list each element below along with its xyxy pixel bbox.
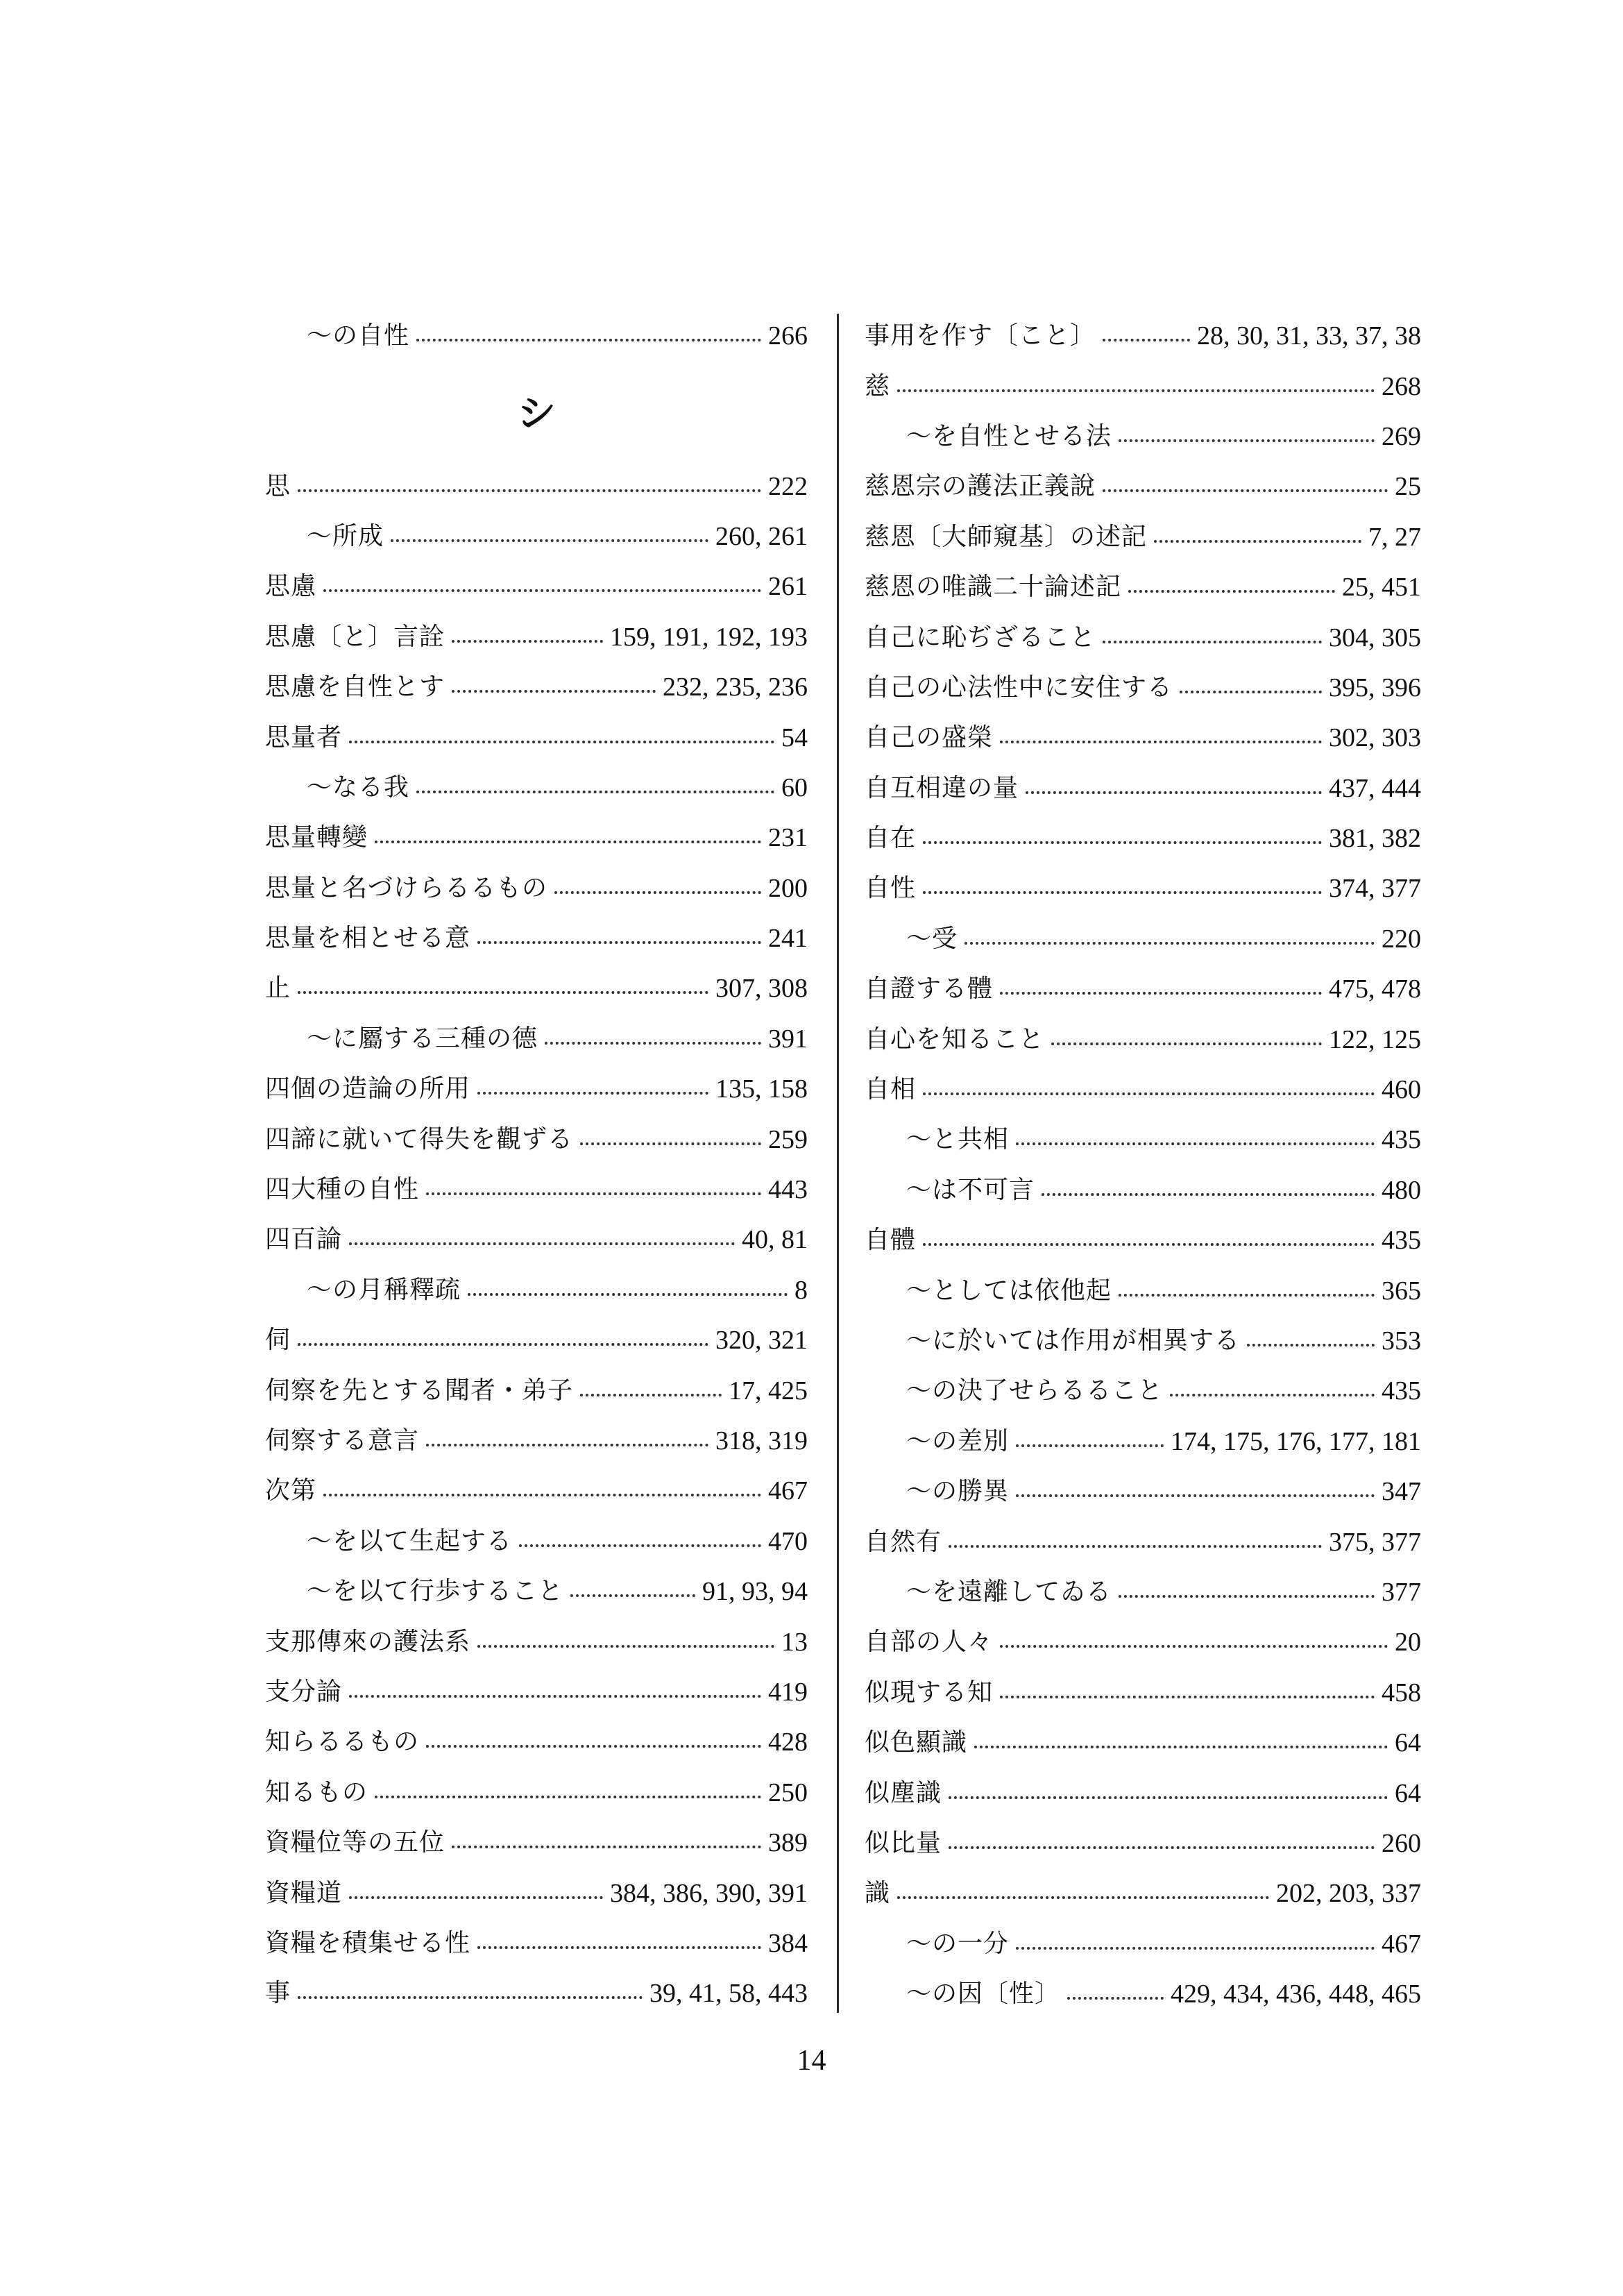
index-entry (865, 1668, 1421, 1718)
leader-dots (1103, 325, 1190, 341)
index-entry (265, 662, 808, 712)
index-term: 似色顯識 (865, 1728, 968, 1757)
index-term: 資糧道 (265, 1878, 343, 1907)
index-entry (865, 1868, 1421, 1918)
index-entry (865, 1014, 1421, 1064)
index-entry (265, 562, 808, 611)
leader-dots (452, 626, 603, 643)
leader-dots (897, 1882, 1269, 1899)
index-pages: 381, 382 (1329, 824, 1421, 854)
leader-dots (298, 475, 761, 492)
index-entry (865, 964, 1421, 1014)
index-entry (265, 1114, 808, 1164)
index-pages: 222 (768, 471, 808, 501)
leader-dots (519, 1530, 761, 1547)
leader-dots (416, 325, 761, 341)
index-entry (865, 1165, 1421, 1215)
index-pages: 374, 377 (1329, 874, 1421, 904)
index-term: 〜の月稱釋疏 (307, 1275, 461, 1304)
index-term: 自己の心法性中に安住する (865, 673, 1173, 702)
index-pages: 475, 478 (1329, 974, 1421, 1004)
leader-dots (949, 1832, 1375, 1849)
leader-dots (1000, 1682, 1375, 1698)
index-term: 〜に屬する三種の德 (307, 1024, 538, 1053)
index-entry (265, 1968, 808, 2018)
index-term: 支那傳來の護法系 (265, 1627, 471, 1656)
leader-dots (1051, 1029, 1322, 1045)
index-entry (265, 913, 808, 963)
leader-dots (349, 1681, 761, 1698)
index-pages: 174, 175, 176, 177, 181 (1171, 1426, 1421, 1456)
index-term: 〜なる我 (307, 773, 410, 802)
index-term: 自己の盛榮 (865, 723, 994, 752)
leader-dots (1016, 1480, 1375, 1497)
index-term: 〜に於いては作用が相異する (906, 1326, 1241, 1355)
index-entry (265, 1868, 808, 1918)
index-entry (265, 1265, 808, 1315)
index-pages: 320, 321 (715, 1326, 808, 1356)
leader-dots (923, 827, 1322, 844)
index-pages: 202, 203, 337 (1276, 1879, 1421, 1909)
leader-dots (1180, 677, 1322, 693)
index-term: 似現する知 (865, 1678, 994, 1707)
index-term: 〜を以て行歩すること (307, 1577, 564, 1606)
index-entry (865, 412, 1421, 462)
index-pages: 269 (1382, 421, 1421, 451)
leader-dots (298, 1329, 708, 1346)
index-term: 伺 (265, 1326, 291, 1355)
index-term: 資糧位等の五位 (265, 1828, 445, 1857)
index-term: 伺察する意言 (265, 1426, 420, 1455)
index-pages: 91, 93, 94 (702, 1577, 808, 1607)
leader-dots (416, 777, 774, 793)
index-pages: 25, 451 (1342, 573, 1421, 602)
index-pages: 39, 41, 58, 443 (649, 1979, 808, 2009)
index-term: 自相 (865, 1075, 917, 1104)
index-term: 〜の決了せらるること (906, 1376, 1164, 1406)
index-entry (265, 612, 808, 662)
leader-dots (298, 1982, 643, 1999)
leader-dots (477, 1078, 708, 1095)
index-entry (865, 1366, 1421, 1416)
index-entry (265, 1014, 808, 1064)
index-pages: 28, 30, 31, 33, 37, 38 (1197, 321, 1421, 351)
leader-dots (1067, 1983, 1164, 2000)
leader-dots (949, 1531, 1322, 1548)
index-term: 自體 (865, 1226, 917, 1255)
index-term: 〜の自性 (307, 321, 410, 351)
index-entry (265, 1466, 808, 1516)
index-pages: 40, 81 (742, 1225, 808, 1255)
leader-dots (1119, 1581, 1375, 1598)
index-term: 慈恩宗の護法正義說 (865, 472, 1096, 501)
index-term: 自在 (865, 824, 917, 853)
index-entry (265, 1165, 808, 1215)
index-term: 似塵識 (865, 1778, 942, 1807)
index-pages: 460 (1382, 1075, 1421, 1105)
index-term: 慈恩〔大師窺基〕の述記 (865, 522, 1148, 551)
leader-dots (375, 827, 761, 843)
leader-dots (477, 927, 761, 944)
index-pages: 25 (1395, 472, 1421, 502)
index-entry (265, 863, 808, 913)
index-term: 思量を相とせる意 (265, 924, 471, 953)
index-term: 事 (265, 1979, 291, 2008)
index-term: 自互相違の量 (865, 773, 1019, 802)
index-pages: 470 (768, 1526, 808, 1556)
index-term: 〜所成 (307, 521, 384, 550)
index-entry (865, 1969, 1421, 2019)
index-term: 止 (265, 974, 291, 1003)
index-term: 自性 (865, 874, 917, 903)
index-term: 〜受 (906, 924, 958, 953)
index-pages: 200 (768, 873, 808, 903)
index-term: 自部の人々 (865, 1628, 994, 1657)
index-entry (265, 1416, 808, 1466)
index-list-right (865, 311, 1421, 2019)
leader-dots (1042, 1179, 1375, 1196)
leader-dots (1247, 1330, 1375, 1347)
index-pages: 159, 191, 192, 193 (610, 622, 808, 652)
index-entry (865, 562, 1421, 612)
leader-dots (554, 877, 761, 894)
index-entry (865, 1617, 1421, 1667)
index-entry (265, 712, 808, 762)
index-entry (265, 763, 808, 813)
leader-dots (426, 1731, 761, 1748)
index-pages: 268 (1382, 371, 1421, 401)
index-term: 慈 (865, 371, 891, 400)
leader-dots (349, 1882, 603, 1899)
index-term: 自己に恥ぢざること (865, 623, 1096, 652)
index-term: 事用を作す〔こと〕 (865, 321, 1096, 351)
index-term: 思量と名づけらるるもの (265, 873, 548, 902)
index-pages: 347 (1382, 1477, 1421, 1507)
index-term: 〜の一分 (906, 1929, 1010, 1958)
index-entry (865, 512, 1421, 562)
index-term: 知らるるもの (265, 1728, 420, 1757)
leader-dots (298, 977, 708, 994)
index-entry (865, 813, 1421, 863)
index-pages: 260 (1382, 1828, 1421, 1858)
leader-dots (1016, 1933, 1375, 1950)
leader-dots (897, 375, 1375, 392)
index-term: 思量者 (265, 723, 343, 752)
index-entry (265, 813, 808, 863)
index-pages: 384 (768, 1928, 808, 1958)
index-pages: 437, 444 (1329, 773, 1421, 803)
leader-dots (1154, 526, 1361, 543)
index-pages: 54 (781, 723, 808, 752)
index-entry (265, 512, 808, 562)
index-term: 次第 (265, 1476, 317, 1505)
leader-dots (1016, 1129, 1375, 1145)
leader-dots (391, 525, 708, 542)
leader-dots (452, 676, 656, 693)
index-term: 〜の勝異 (906, 1477, 1010, 1506)
leader-dots (974, 1732, 1388, 1748)
index-entry (865, 1115, 1421, 1165)
index-pages: 241 (768, 924, 808, 954)
index-term: 支分論 (265, 1677, 343, 1706)
index-term: 自心を知ること (865, 1024, 1045, 1054)
index-entry (265, 1818, 808, 1868)
index-pages: 64 (1395, 1728, 1421, 1758)
index-pages: 318, 319 (715, 1426, 808, 1455)
index-entry (265, 1567, 808, 1617)
index-pages: 261 (768, 572, 808, 602)
index-entry (865, 713, 1421, 763)
leader-dots (349, 727, 774, 743)
index-pages: 429, 434, 436, 448, 465 (1171, 1980, 1421, 2009)
index-pages: 232, 235, 236 (663, 673, 808, 702)
index-term: 思慮〔と〕言詮 (265, 622, 445, 651)
index-entry (865, 1065, 1421, 1115)
leader-dots (545, 1028, 761, 1045)
index-pages: 60 (781, 773, 808, 802)
index-term: 四百論 (265, 1225, 343, 1254)
index-term: 四個の造論の所用 (265, 1074, 471, 1104)
leader-dots (477, 1631, 774, 1648)
index-term: 自然有 (865, 1527, 942, 1556)
index-entry (265, 1918, 808, 1968)
index-entry (865, 1467, 1421, 1517)
index-entry (865, 1215, 1421, 1265)
index-pages: 266 (768, 321, 808, 351)
index-pages: 64 (1395, 1778, 1421, 1808)
index-pages: 384, 386, 390, 391 (610, 1878, 808, 1908)
index-pages: 435 (1382, 1376, 1421, 1406)
leader-dots (1103, 475, 1388, 492)
index-pages: 260, 261 (715, 521, 808, 551)
index-term: 知るもの (265, 1778, 368, 1807)
leader-dots (426, 1430, 708, 1446)
index-pages: 458 (1382, 1678, 1421, 1707)
leader-dots (349, 1229, 735, 1245)
index-entry (865, 1768, 1421, 1818)
leader-dots (323, 1480, 761, 1496)
index-term: 思量轉變 (265, 823, 368, 852)
index-pages: 443 (768, 1175, 808, 1205)
index-pages: 302, 303 (1329, 723, 1421, 753)
index-entry (865, 1567, 1421, 1617)
index-entry (265, 1617, 808, 1666)
index-pages: 435 (1382, 1226, 1421, 1256)
index-pages: 259 (768, 1124, 808, 1154)
leader-dots (1119, 1280, 1375, 1297)
page-number: 14 (797, 2045, 826, 2077)
leader-dots (965, 928, 1375, 945)
leader-dots (923, 877, 1322, 894)
leader-dots (570, 1580, 695, 1597)
index-term: 〜としては依他起 (906, 1276, 1112, 1305)
index-pages: 304, 305 (1329, 623, 1421, 652)
leader-dots (1000, 978, 1322, 995)
index-pages: 467 (768, 1476, 808, 1506)
index-term: 似比量 (865, 1828, 942, 1857)
index-entry (265, 1717, 808, 1767)
index-entry (865, 361, 1421, 411)
leader-dots (1128, 576, 1335, 593)
index-term: 〜の因〔性〕 (906, 1980, 1061, 2009)
leader-dots (1026, 777, 1322, 794)
leader-dots (949, 1782, 1388, 1799)
index-entry (865, 462, 1421, 512)
index-entry (265, 1517, 808, 1567)
index-entry (265, 1315, 808, 1365)
index-pages: 435 (1382, 1125, 1421, 1155)
index-term: 思慮を自性とす (265, 673, 445, 702)
index-pages: 480 (1382, 1175, 1421, 1205)
index-term: 〜は不可言 (906, 1175, 1035, 1204)
index-entry (865, 863, 1421, 913)
index-entry (265, 963, 808, 1013)
index-entry (265, 311, 808, 361)
index-entry (265, 1064, 808, 1114)
column-divider (837, 314, 839, 2013)
index-column-right (865, 311, 1421, 2019)
index-pages: 419 (768, 1677, 808, 1707)
index-entry (865, 612, 1421, 662)
leader-dots (923, 1079, 1375, 1095)
leader-dots (580, 1129, 761, 1145)
index-term: 〜を以て生起する (307, 1526, 513, 1555)
index-term: 自證する體 (865, 974, 994, 1004)
index-term: 思慮 (265, 572, 317, 601)
index-entry (865, 1316, 1421, 1366)
leader-dots (477, 1932, 761, 1949)
index-pages: 250 (768, 1778, 808, 1807)
index-column-left (265, 311, 808, 2019)
leader-dots (1170, 1380, 1375, 1396)
leader-dots (580, 1380, 722, 1396)
leader-dots (323, 575, 761, 592)
index-entry (865, 311, 1421, 361)
index-entry (865, 763, 1421, 813)
index-entry (865, 1718, 1421, 1768)
index-pages: 122, 125 (1329, 1024, 1421, 1054)
leader-dots (468, 1279, 788, 1296)
index-term: 資糧を積集せる性 (265, 1928, 471, 1957)
index-pages: 353 (1382, 1326, 1421, 1356)
leader-dots (1016, 1430, 1164, 1447)
index-term: 慈恩の唯識二十論述記 (865, 573, 1122, 602)
leader-dots (1119, 425, 1375, 442)
index-pages: 365 (1382, 1276, 1421, 1306)
index-pages: 17, 425 (729, 1376, 808, 1406)
index-pages: 220 (1382, 924, 1421, 954)
index-pages: 13 (781, 1627, 808, 1657)
index-pages: 377 (1382, 1577, 1421, 1607)
section-heading: シ (517, 391, 556, 437)
index-entry (865, 663, 1421, 713)
leader-dots (426, 1179, 761, 1195)
leader-dots (1103, 627, 1322, 643)
index-pages: 135, 158 (715, 1074, 808, 1104)
index-entry (865, 1417, 1421, 1467)
index-pages: 20 (1395, 1628, 1421, 1657)
index-term: 〜を自性とせる法 (906, 421, 1112, 450)
leader-dots (923, 1229, 1375, 1246)
index-entry (265, 1667, 808, 1717)
index-term: 〜の差別 (906, 1426, 1010, 1455)
index-term: 〜を遠離してゐる (906, 1577, 1112, 1606)
index-term: 識 (865, 1879, 891, 1908)
index-pages: 8 (794, 1275, 808, 1305)
index-term: 四大種の自性 (265, 1175, 420, 1204)
index-entry (865, 1517, 1421, 1567)
index-term: 四諦に就いて得失を觀ずる (265, 1124, 574, 1154)
index-term: 〜と共相 (906, 1125, 1010, 1154)
index-pages: 7, 27 (1368, 522, 1421, 552)
index-entry (265, 1215, 808, 1265)
leader-dots (1000, 727, 1322, 743)
index-term: 思 (265, 471, 291, 500)
leader-dots (375, 1782, 761, 1798)
index-pages: 307, 308 (715, 974, 808, 1004)
index-entry (265, 1365, 808, 1415)
index-entry (865, 1265, 1421, 1315)
index-list-left (265, 461, 808, 2018)
index-pages: 391 (768, 1024, 808, 1054)
index-pages: 395, 396 (1329, 673, 1421, 702)
leader-dots (1000, 1631, 1388, 1648)
index-pages: 428 (768, 1728, 808, 1757)
index-pages: 231 (768, 823, 808, 853)
index-pages: 467 (1382, 1929, 1421, 1959)
index-entry (865, 1818, 1421, 1868)
index-pages: 389 (768, 1828, 808, 1858)
index-entry (865, 914, 1421, 964)
index-pages: 375, 377 (1329, 1527, 1421, 1557)
index-term: 伺察を先とする聞者・弟子 (265, 1376, 574, 1405)
index-entry (865, 1919, 1421, 1969)
index-entry (265, 1768, 808, 1818)
index-entry (265, 461, 808, 511)
leader-dots (452, 1832, 761, 1848)
